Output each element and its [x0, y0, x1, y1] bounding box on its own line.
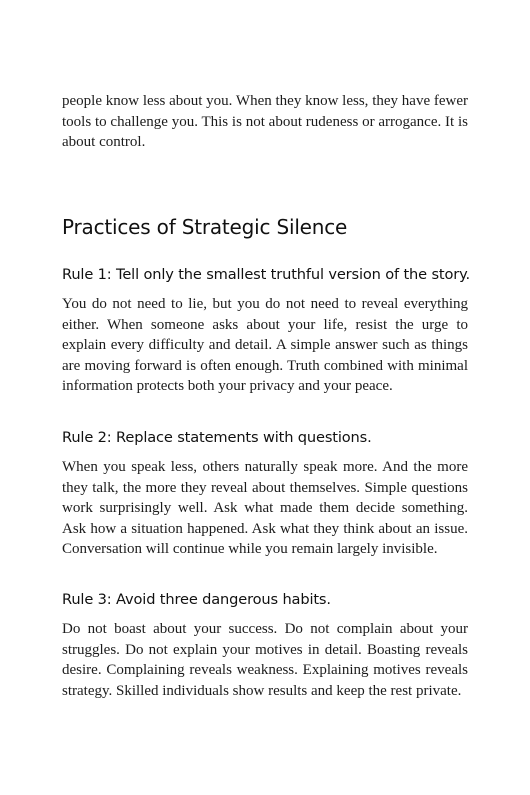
intro-paragraph: people know less about you. When they know less, they have fewer tools to challenge you. This is not about rudeness or arrogance. It is about control. — [62, 93, 468, 150]
rule-2-heading: Rule 2: Replace statements with questions. — [62, 429, 372, 446]
section-heading: Practices of Strategic Silence — [62, 215, 348, 239]
rule-3-heading: Rule 3: Avoid three dangerous habits. — [62, 591, 331, 608]
rule-1-section — [62, 266, 471, 397]
rule-2-section — [62, 429, 468, 560]
rule-1-heading: Rule 1: Tell only the smallest truthful version of the story. — [62, 266, 471, 283]
rule-3-section — [62, 591, 468, 701]
rule-1-paragraph: You do not need to lie, but you do not need to reveal everything either. When someone asks about your life, resist the urge to explain every difficulty and detail. A simple answer such as things are moving forward is often enough. Truth combined with minimal information protects both your privacy and your peace. — [62, 296, 468, 394]
rule-3-paragraph: Do not boast about your success. Do not complain about your struggles. Do not explain your motives in detail. Boasting reveals desire. Complaining reveals weakness. Explaining motives reveals strategy. Skilled individuals show results and keep the rest private. — [62, 621, 468, 699]
rule-2-paragraph: When you speak less, others naturally speak more. And the more they talk, the more they reveal about themselves. Simple questions work surprisingly well. Ask what made them decide something. Ask how a situation happened. Ask what they think about an issue. Conversation will continue while you remain largely invisible. — [62, 459, 468, 557]
